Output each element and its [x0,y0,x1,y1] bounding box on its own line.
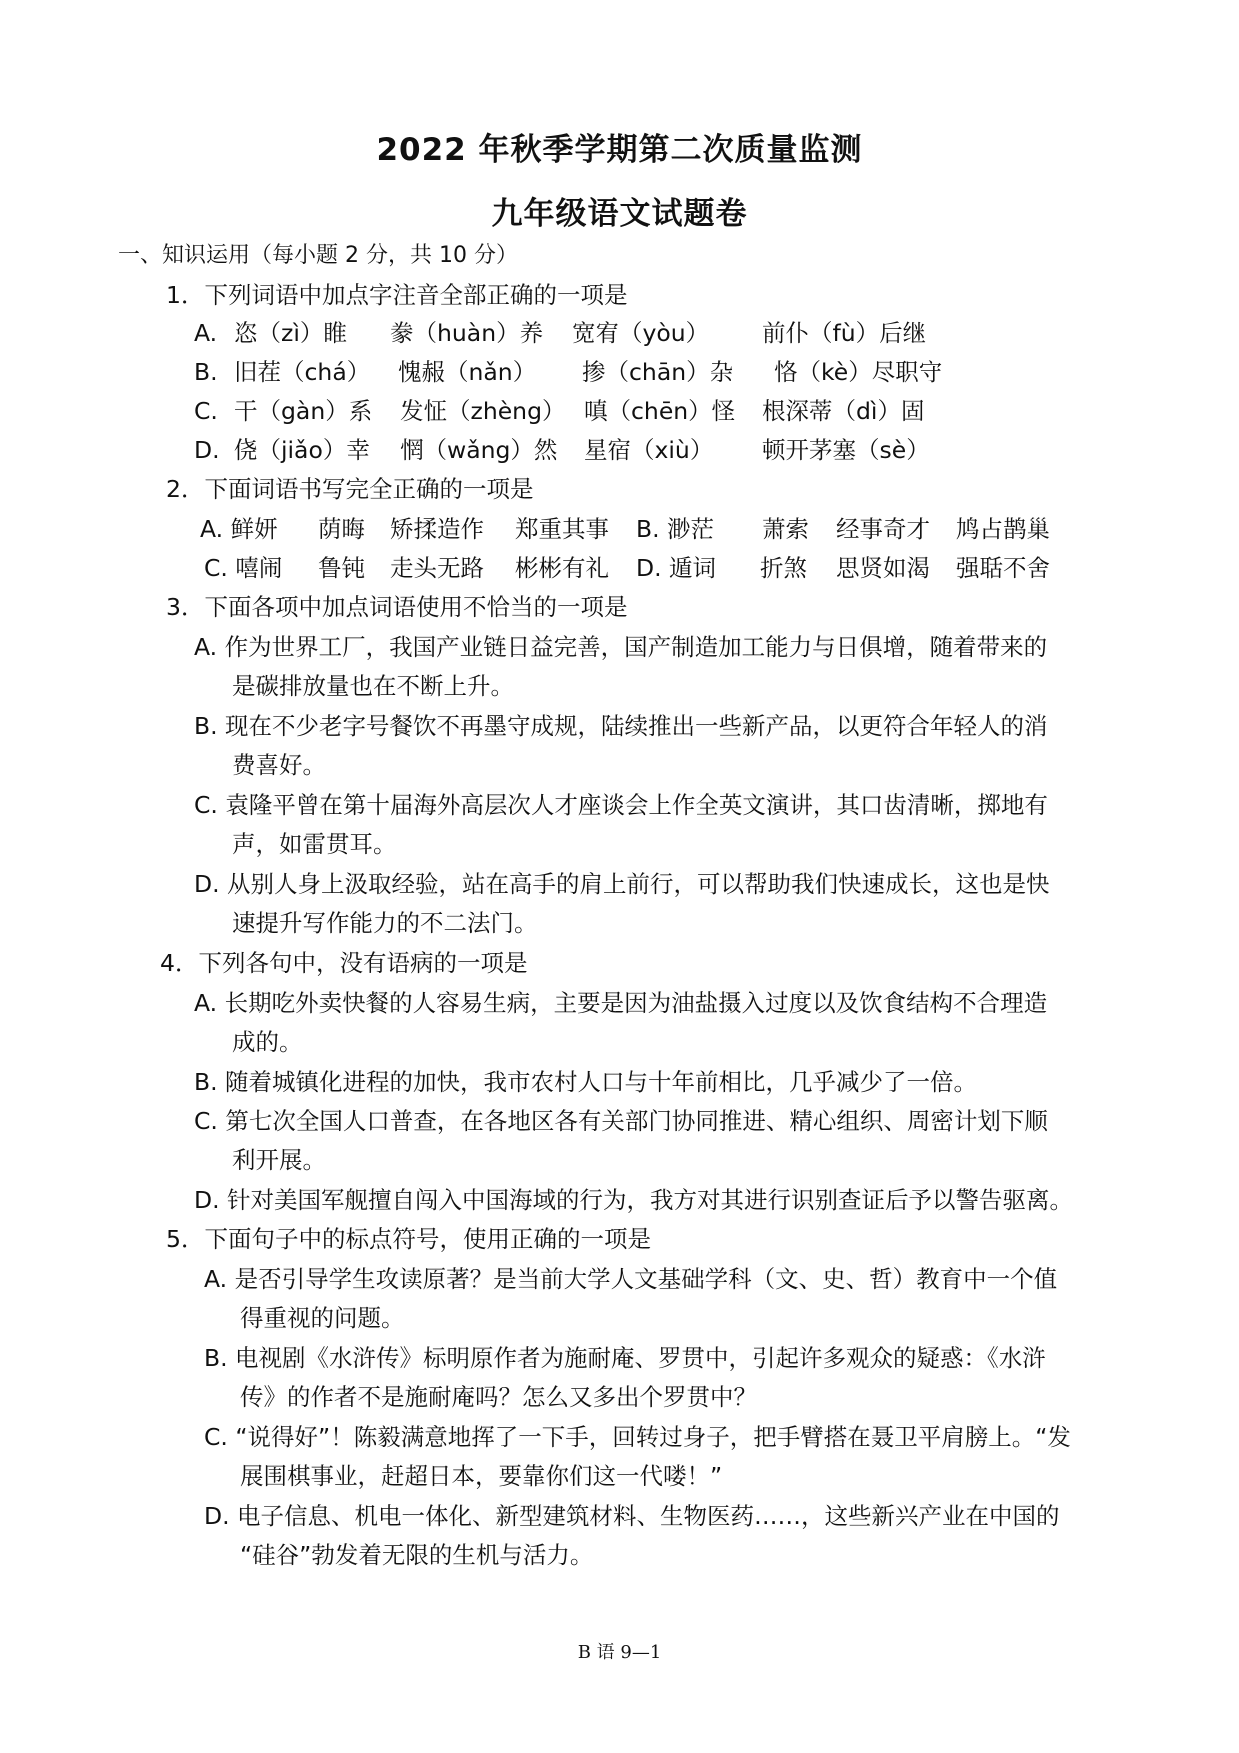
q1-a-item: 恣（zì）睢 [234,319,347,347]
q5-option-a: A. 是否引导学生攻读原著？是当前大学人文基础学科（文、史、哲）教育中一个值 [204,1265,1058,1293]
q2-word: 经事奇才 [836,515,930,543]
exam-subtitle: 九年级语文试题卷 [491,196,748,232]
q5-option-d-cont: “硅谷”勃发着无限的生机与活力。 [240,1541,594,1569]
q1-d-item: 星宿（xiù） [584,436,714,464]
q2-word: 走头无路 [390,554,484,582]
q2-word: 萧索 [762,515,809,543]
q2-word: 荫晦 [318,515,365,543]
q1-d-item: 顿开茅塞（sè） [762,436,930,464]
q1-d-item: 惘（wǎng）然 [400,436,558,464]
q1-b-item: 旧茬（chá） [234,358,371,386]
q5-option-c: C. “说得好”！陈毅满意地挥了一下手，回转过身子，把手臂搭在聂卫平肩膀上。“发 [204,1423,1071,1451]
q3-option-d: D. 从别人身上汲取经验，站在高手的肩上前行，可以帮助我们快速成长，这也是快 [194,870,1050,898]
q5-option-b-cont: 传》的作者不是施耐庵吗？怎么又多出个罗贯中？ [240,1383,757,1411]
q4-option-a-cont: 成的。 [232,1028,303,1056]
q3-option-b: B. 现在不少老字号餐饮不再墨守成规，陆续推出一些新产品，以更符合年轻人的消 [194,712,1048,740]
q2-word: B. 渺茫 [636,515,715,543]
question-2-stem: 2．下面词语书写完全正确的一项是 [166,475,534,503]
q1-a-item: 豢（huàn）养 [390,319,544,347]
option-label: D. [194,436,220,464]
q1-c-item: 根深蒂（dì）固 [762,397,925,425]
q1-c-item: 嗔（chēn）怪 [584,397,736,425]
question-4-stem: 4．下列各句中，没有语病的一项是 [160,949,528,977]
q4-option-b: B. 随着城镇化进程的加快，我市农村人口与十年前相比，几乎减少了一倍。 [194,1068,978,1096]
q1-a-item: 前仆（fù）后继 [762,319,927,347]
question-3-stem: 3．下面各项中加点词语使用不恰当的一项是 [166,593,628,621]
q5-option-d: D. 电子信息、机电一体化、新型建筑材料、生物医药……，这些新兴产业在中国的 [204,1502,1060,1530]
q2-word: 鸠占鹊巢 [956,515,1050,543]
q1-c-item: 发怔（zhèng） [400,397,566,425]
q3-option-d-cont: 速提升写作能力的不二法门。 [232,909,538,937]
q4-option-d: D. 针对美国军舰擅自闯入中国海域的行为，我方对其进行识别查证后予以警告驱离。 [194,1186,1074,1214]
q3-option-a-cont: 是碳排放量也在不断上升。 [232,672,514,700]
q1-option-b [194,357,994,387]
q2-word: 矫揉造作 [390,515,484,543]
q1-option-c [194,396,994,426]
q1-option-a [194,318,994,348]
q5-option-a-cont: 得重视的问题。 [240,1304,405,1332]
q4-option-c-cont: 利开展。 [232,1146,326,1174]
q1-option-d [194,435,994,465]
q2-word: 郑重其事 [515,515,609,543]
q2-row-2 [200,553,1060,583]
q4-option-a: A. 长期吃外卖快餐的人容易生病，主要是因为油盐摄入过度以及饮食结构不合理造 [194,989,1048,1017]
q2-word: D. 遁词 [636,554,717,582]
exam-title: 2022 年秋季学期第二次质量监测 [376,132,863,168]
option-label: B. [194,358,218,386]
q1-c-item: 干（gàn）系 [234,397,373,425]
q1-b-item: 愧赧（nǎn） [398,358,537,386]
q2-word: 鲁钝 [318,554,365,582]
q1-d-item: 侥（jiǎo）幸 [234,436,370,464]
q3-option-c: C. 袁隆平曾在第十届海外高层次人才座谈会上作全英文演讲，其口齿清晰，掷地有 [194,791,1048,819]
option-label: A. [194,319,218,347]
q5-option-b: B. 电视剧《水浒传》标明原作者为施耐庵、罗贯中，引起许多观众的疑惑：《水浒 [204,1344,1046,1372]
option-label: C. [194,397,218,425]
q3-option-a: A. 作为世界工厂，我国产业链日益完善，国产制造加工能力与日俱增，随着带来的 [194,633,1048,661]
q2-row-1 [200,514,1060,544]
section-heading: 一、知识运用（每小题 2 分，共 10 分） [118,243,518,268]
q1-b-item: 掺（chān）杂 [582,358,734,386]
q2-word: C. 嘻闹 [204,554,283,582]
q2-word: 彬彬有礼 [515,554,609,582]
q1-b-item: 恪（kè）尽职守 [774,358,943,386]
question-1-stem: 1．下列词语中加点字注音全部正确的一项是 [166,281,628,309]
q2-word: 强聒不舍 [956,554,1050,582]
q4-option-c: C. 第七次全国人口普查，在各地区各有关部门协同推进、精心组织、周密计划下顺 [194,1107,1048,1135]
q2-word: 折煞 [760,554,807,582]
q2-word: 思贤如渴 [836,554,930,582]
page-footer: B 语 9—1 [577,1642,662,1663]
q3-option-b-cont: 费喜好。 [232,751,326,779]
q5-option-c-cont: 展围棋事业，赶超日本，要靠你们这一代喽！” [240,1462,723,1490]
q1-a-item: 宽宥（yòu） [572,319,710,347]
question-5-stem: 5．下面句子中的标点符号，使用正确的一项是 [166,1225,651,1253]
q3-option-c-cont: 声，如雷贯耳。 [232,830,397,858]
q2-word: A. 鲜妍 [200,515,278,543]
